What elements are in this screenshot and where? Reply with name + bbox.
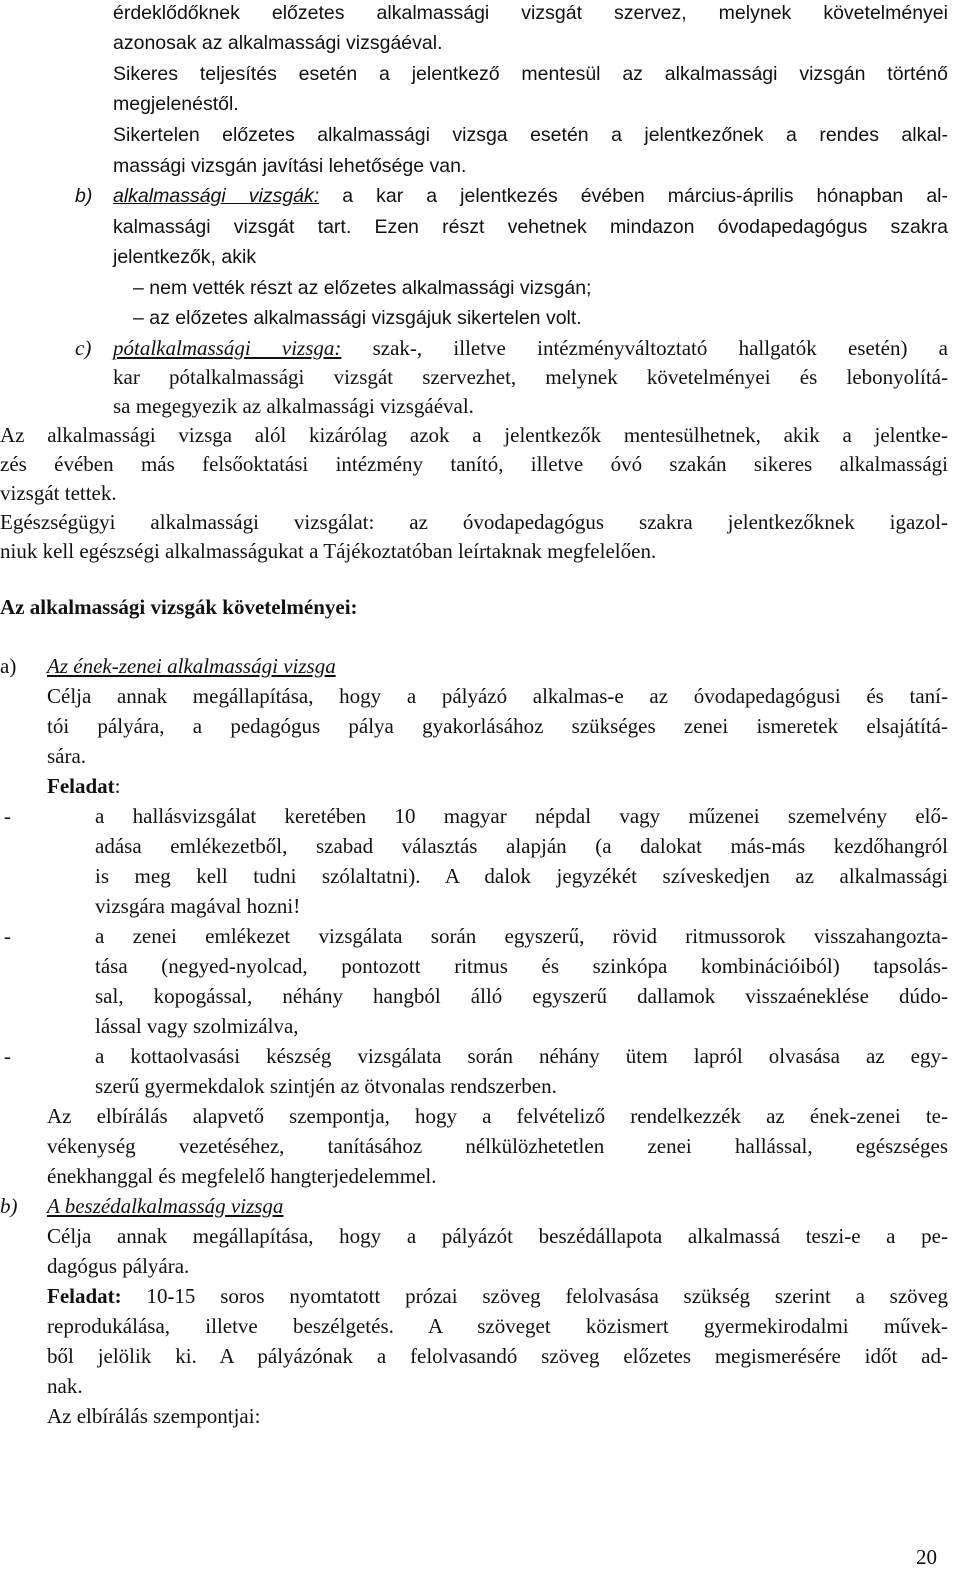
- text-line: érdeklődőknek előzetes alkalmassági vizsgát szervez, melynek követelményei: [113, 2, 948, 24]
- text-span: szak-, illetve intézményváltoztató hallgatók esetén) a: [341, 336, 948, 360]
- task-line: [47, 1284, 948, 1309]
- item-b-first-line: [113, 185, 948, 208]
- bullet-dash: -: [4, 804, 11, 828]
- text-line: a kottaolvasási készség vizsgálata során néhány ütem lapról olvasása az egy-: [95, 1044, 948, 1068]
- task-label: Feladat:: [47, 1284, 122, 1308]
- list-marker: a): [0, 654, 17, 678]
- text-line: Az alkalmassági vizsga alól kizárólag azok a jelentkezők mentesülhetnek, akik a jelentke-: [0, 423, 948, 447]
- text-line: zés évében más felsőoktatási intézmény tanító, illetve óvó szakán sikeres alkalmassági: [0, 452, 948, 476]
- text-line: sa megegyezik az alkalmassági vizsgáéval.: [113, 394, 474, 418]
- text-line: jelentkezők, akik: [113, 246, 257, 268]
- section-a-title: Az ének-zenei alkalmassági vizsga: [47, 654, 336, 678]
- section-heading: Az alkalmassági vizsgák követelményei:: [0, 595, 358, 619]
- list-marker: c): [75, 336, 92, 360]
- bullet-dash: -: [4, 1044, 11, 1068]
- text-line: Sikertelen előzetes alkalmassági vizsga esetén a jelentkezőnek a rendes alkal-: [113, 124, 948, 146]
- text-line: niuk kell egészségi alkalmasságukat a Tájékoztatóban leírtaknak megfelelően.: [0, 539, 657, 563]
- text-line: kalmassági vizsgát tart. Ezen részt vehetnek mindazon óvodapedagógus szakra: [113, 216, 948, 238]
- text-line: énekhanggal és megfelelő hangterjedelemmel.: [47, 1164, 437, 1188]
- text-line: dagógus pályára.: [47, 1254, 190, 1278]
- text-line: massági vizsgán javítási lehetősége van.: [113, 155, 467, 177]
- text-line: sára.: [47, 744, 87, 768]
- task-label-line: [47, 774, 121, 799]
- text-line: szerű gyermekdalok szintjén az ötvonalas rendszerben.: [95, 1074, 557, 1098]
- text-line: vizsgát tettek.: [0, 481, 117, 505]
- text-line: a hallásvizsgálat keretében 10 magyar népdal vagy műzenei szemelvény elő-: [95, 804, 948, 828]
- section-b-title: A beszédalkalmasság vizsga: [47, 1194, 284, 1218]
- text-span: a kar a jelentkezés évében március-április hónapban al-: [319, 185, 948, 207]
- bullet-dash: -: [4, 924, 11, 948]
- text-line: vizsgára magával hozni!: [95, 894, 301, 918]
- text-line: Célja annak megállapítása, hogy a pályázó alkalmas-e az óvodapedagógusi és taní-: [47, 684, 948, 708]
- term-alkalmassagi-vizsgak: alkalmassági vizsgák:: [113, 185, 320, 207]
- term-potalkalmassagi-vizsga: pótalkalmassági vizsga:: [113, 336, 342, 360]
- task-label: Feladat: [47, 774, 115, 798]
- text-line: kar pótalkalmassági vizsgát szervezhet, melynek követelményei és lebonyolítá-: [113, 365, 948, 389]
- text-line: Célja annak megállapítása, hogy a pályázót beszédállapota alkalmassá teszi-e a pe-: [47, 1224, 948, 1248]
- text-line: nak.: [47, 1374, 83, 1398]
- text-span: 10-15 soros nyomtatott prózai szöveg felolvasása szükség szerint a szöveg: [121, 1284, 948, 1308]
- list-marker: b): [0, 1194, 18, 1218]
- text-line: adása emlékezetből, szabad választás alapján (a dalokat más-más kezdőhangról: [95, 834, 948, 858]
- text-line: Az elbírálás alapvető szempontja, hogy a felvételiző rendelkezzék az ének-zenei te-: [47, 1104, 948, 1128]
- text-line: Az elbírálás szempontjai:: [47, 1404, 261, 1428]
- text-line: is meg kell tudni szólaltatni). A dalok jegyzékét szíveskedjen az alkalmassági: [95, 864, 948, 888]
- page-number: 20: [916, 1545, 937, 1569]
- text-line: azonosak az alkalmassági vizsgáéval.: [113, 32, 443, 54]
- text-line: megjelenéstől.: [113, 93, 239, 115]
- text-line: lással vagy szolmizálva,: [95, 1014, 299, 1038]
- text-line: reprodukálása, illetve beszélgetés. A szöveget közismert gyermekirodalmi művek-: [47, 1314, 948, 1338]
- text-line: tói pályára, a pedagógus pálya gyakorlásához szükséges zenei ismeretek elsajátítá-: [47, 714, 948, 738]
- dash-item: – nem vették részt az előzetes alkalmassági vizsgán;: [133, 277, 592, 299]
- text-line: Sikeres teljesítés esetén a jelentkező mentesül az alkalmassági vizsgán történő: [113, 63, 948, 85]
- text-line: a zenei emlékezet vizsgálata során egyszerű, rövid ritmussorok visszahangozta-: [95, 924, 948, 948]
- item-c-first-line: [113, 336, 948, 361]
- text-span: :: [114, 774, 121, 798]
- text-line: ből jelölik ki. A pályázónak a felolvasandó szöveg előzetes megismerésére időt ad-: [47, 1344, 948, 1368]
- text-line: Egészségügyi alkalmassági vizsgálat: az óvodapedagógus szakra jelentkezőknek igazol-: [0, 510, 948, 534]
- text-line: vékenység vezetéséhez, tanításához nélkülözhetetlen zenei hallással, egészséges: [47, 1134, 948, 1158]
- text-line: tása (negyed-nyolcad, pontozott ritmus és szinkópa kombinációiból) tapsolás-: [95, 954, 948, 978]
- text-line: sal, kopogással, néhány hangból álló egyszerű dallamok visszaéneklése dúdo-: [95, 984, 948, 1008]
- dash-item: – az előzetes alkalmassági vizsgájuk sikertelen volt.: [133, 307, 582, 329]
- list-marker: b): [75, 185, 93, 207]
